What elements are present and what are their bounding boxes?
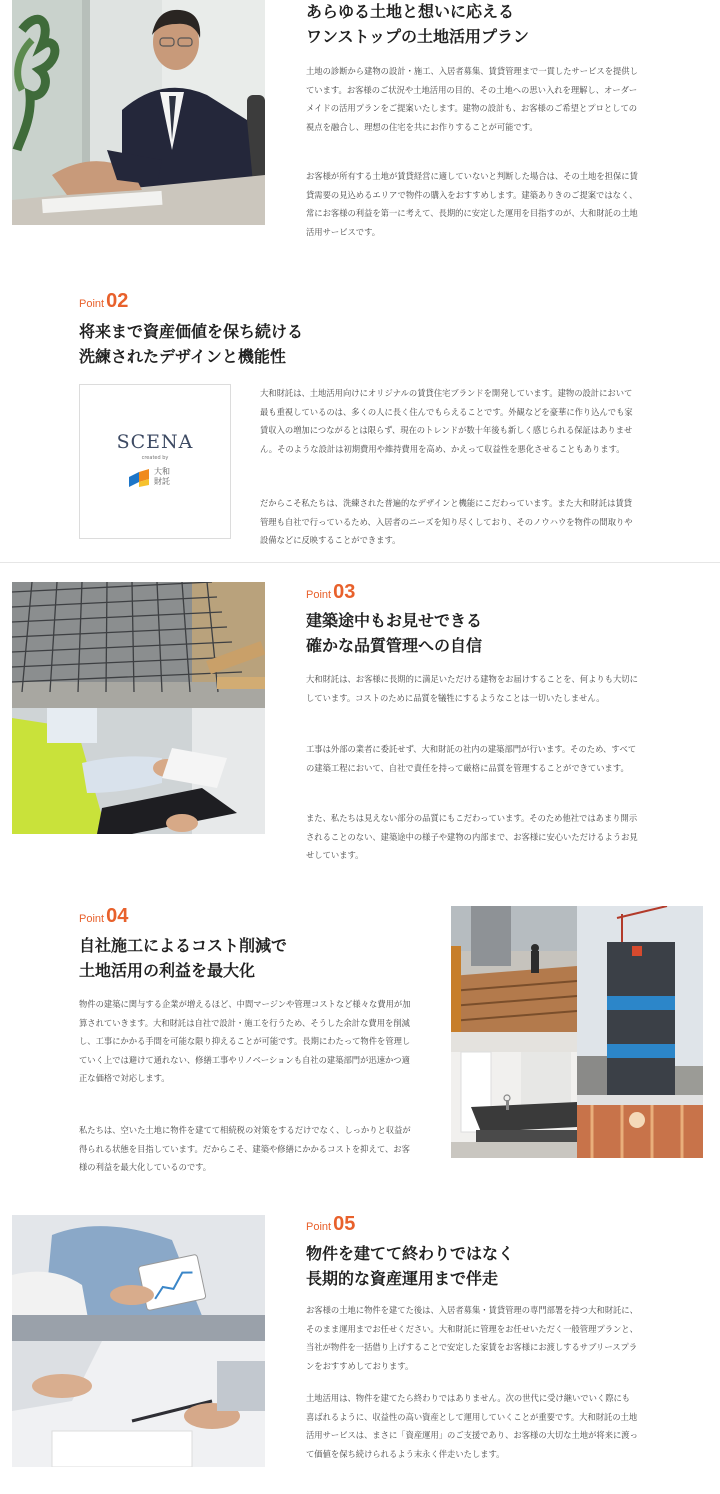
point-word: Point	[79, 913, 105, 925]
section1-title-line2: ワンストップの土地活用プラン	[306, 27, 530, 46]
section1-title-line1: あらゆる土地と想いに応える	[306, 2, 515, 21]
brand-line1: 大和	[154, 467, 170, 476]
point-word: Point	[79, 298, 105, 310]
section4-paragraph-2: 私たちは、空いた土地に物件を建てて相続税の対策をするだけでなく、しっかりと収益が得られる状態を目指しています。だからこそ、建築や修繕にかかるコストを抑えて、お客様の利益を最大化しているのです。	[79, 1125, 411, 1173]
section1-paragraph-1: 土地の診断から建物の設計・施工、入居者募集、賃貸管理まで一貫したサービスを提供しています。お客様のご状況や土地活用の目的、その土地への思い入れを理解し、オーダーメイドの活用プランをご提案いたします。建物の設計も、お客様のご希望とプロとしての視点を融合し、理想の住宅を共にお作りすることが可能です。	[306, 66, 638, 132]
section3-title-line2: 確かな品質管理への自信	[306, 636, 483, 655]
point-number: 02	[106, 290, 129, 312]
section3-paragraph-3: また、私たちは見えない部分の品質にもこだわっています。そのため他社ではあまり開示されることのない、建築途中の様子や建物の内部まで、お客様に安心いただけるようお見せしています。	[306, 813, 638, 861]
scena-logo-text: SCENA	[116, 431, 194, 453]
section2-paragraph-2: だからこそ私たちは、洗練された普遍的なデザインと機能にこだわっています。また大和財託は賃貸管理も自社で行っているため、入居者のニーズを知り尽くしており、そのノウハウを物件の間取りや設備などに反映することができます。	[260, 498, 633, 546]
section3-paragraph-1: 大和財託は、お客様に長期的に満足いただける建物をお届けすることを、何よりも大切にしています。コストのために品質を犠牲にするようなことは一切いたしません。	[306, 674, 638, 703]
scena-logo	[79, 384, 231, 539]
section-divider	[0, 562, 720, 563]
inspection-clipboard-photo	[12, 708, 265, 834]
point-number: 05	[333, 1213, 356, 1235]
kitchen-interior-photo	[451, 1032, 577, 1158]
steel-frame-photo	[577, 1095, 703, 1158]
section4-title-line2: 土地活用の利益を最大化	[79, 961, 256, 980]
building-under-construction-photo	[577, 906, 703, 1095]
section4-paragraph-1: 物件の建築に関与する企業が増えるほど、中間マージンや管理コストなど様々な費用が加算されていきます。大和財託は自社で設計・施工を行うため、そうした余計な費用を削減し、工事にかかる手間を可能な限り抑えることが可能です。長期にわたって物件を管理していく上では避けて通れない、修繕工事やリノベーションも自社の建築部門が迅速かつ適正な価格で対応します。	[79, 999, 411, 1084]
section4-title-line1: 自社施工によるコスト削減で	[79, 936, 288, 955]
section5-title	[306, 1241, 514, 1291]
daiwa-brand-name	[154, 467, 170, 487]
tablet-chart-photo	[12, 1215, 265, 1341]
point-word: Point	[306, 1221, 332, 1233]
point-03-label	[306, 581, 355, 604]
rebar-construction-photo	[12, 582, 265, 708]
section1-paragraph-2: お客様が所有する土地が賃貸経営に適していないと判断した場合は、その土地を担保に賃貸需要の見込めるエリアで物件の購入をおすすめします。建築ありきのご提案ではなく、常にお客様の利益を第一に考えて、長期的に安定した運用を目指すのが、大和財託の土地活用サービスです。	[306, 171, 638, 237]
scena-created-by: created by	[141, 455, 169, 461]
section5-title-line2: 長期的な資産運用まで伴走	[306, 1269, 499, 1288]
section5-paragraph-2: 土地活用は、物件を建てたら終わりではありません。次の世代に受け継いでいく際にも喜ばれるように、収益性の高い資産として運用していくことが重要です。大和財託の土地活用サービスは、まさに「資産運用」のご支援であり、お客様の大切な土地が将来に渡って価値を保ち続けられるよう末永く伴走いたします。	[306, 1393, 638, 1459]
point-number: 04	[106, 905, 129, 927]
section3-title	[306, 608, 482, 658]
section2-title-line1: 将来まで資産価値を保ち続ける	[79, 322, 304, 341]
section5-paragraph-1: お客様の土地に物件を建てた後は、入居者募集・賃貸管理の専門部署を持つ大和財託に、そのまま運用までお任せください。大和財託に管理をお任せいただく一般管理プランと、当社が物件を一括借り上げすることで安定した家賃をお客様にお渡しするサブリースプランをおすすめしております。	[306, 1305, 638, 1371]
businessman-photo	[12, 0, 265, 225]
point-04-label	[79, 905, 128, 928]
daiwa-logo-icon	[129, 469, 151, 487]
section2-paragraph-1: 大和財託は、土地活用向けにオリジナルの賃貸住宅ブランドを開発しています。建物の設計において最も重視しているのは、多くの人に長く住んでもらえることです。外観などを豪華に作り込んでも家賃収入の増加につながるとは限らず、現在のトレンドが数十年後も新しく感じられる保証はありません。そのような設計は初期費用や維持費用を高め、かえって収益性を悪化させることもあります。	[260, 388, 633, 454]
brand-line2: 財託	[154, 477, 170, 486]
point-02-label	[79, 290, 128, 313]
documents-pen-photo	[12, 1341, 265, 1467]
point-number: 03	[333, 581, 356, 603]
section2-title	[79, 319, 303, 369]
point-word: Point	[306, 589, 332, 601]
section3-paragraph-2: 工事は外部の業者に委託せず、大和財託の社内の建築部門が行います。そのため、すべての建築工程において、自社で責任を持って厳格に品質を管理することができています。	[306, 744, 637, 773]
section1-title	[306, 0, 529, 49]
point-05-label	[306, 1213, 355, 1236]
construction-site-photo	[451, 906, 577, 1032]
section4-title	[79, 933, 287, 983]
section3-title-line1: 建築途中もお見せできる	[306, 611, 483, 630]
section2-title-line2: 洗練されたデザインと機能性	[79, 347, 286, 366]
section5-title-line1: 物件を建てて終わりではなく	[306, 1244, 515, 1263]
